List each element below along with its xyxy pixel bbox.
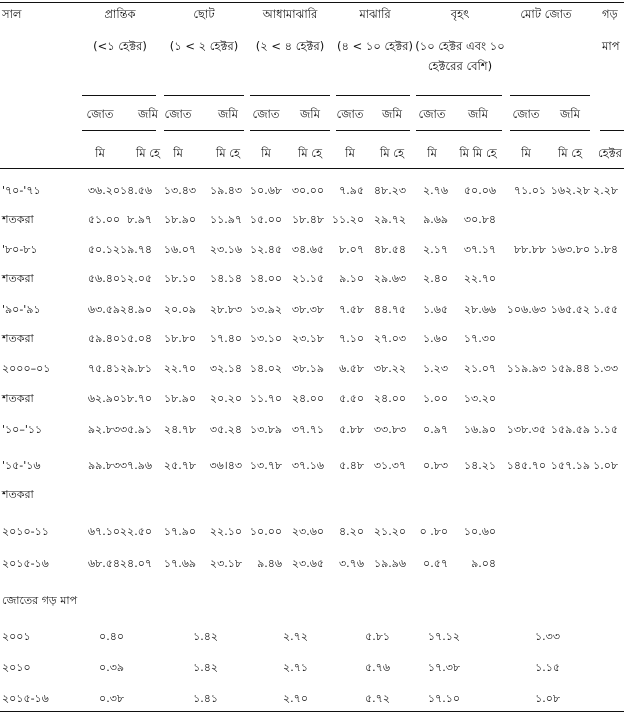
- avg-cell: ০.৩৯: [99, 661, 124, 674]
- table-cell: ৫০.০৬: [463, 184, 496, 197]
- table-cell: ৫.৪৮: [339, 459, 364, 472]
- row-label: শতকরা: [2, 392, 34, 405]
- table-bottom-rule: [0, 711, 624, 712]
- table-cell: ৭.৯৫: [339, 184, 364, 197]
- table-cell: ৩৩.৮৩: [373, 423, 406, 436]
- table-cell: ১.০০: [423, 392, 448, 405]
- table-cell: ৬২.৯০: [87, 392, 120, 405]
- unit-land: মি হে: [215, 146, 241, 160]
- table-cell: ১৬.০৭: [163, 243, 196, 256]
- table-cell: ১০৬.৬৩: [506, 303, 546, 316]
- avg-cell: ৫.৭৬: [365, 661, 390, 674]
- table-cell: ৬.৫৮: [339, 362, 364, 375]
- subhead-rule: [510, 130, 590, 131]
- table-cell: ২৯.৬৩: [373, 272, 406, 285]
- table-cell: ১০.০০: [249, 525, 282, 538]
- table-cell: ৩৮.৩৮: [291, 303, 324, 316]
- table-cell: ১৮.৯০: [163, 213, 196, 226]
- table-cell: ৩৮.২২: [373, 362, 406, 375]
- subhead-holding: জোত: [418, 107, 446, 121]
- table-cell: ১৪.০২: [249, 362, 282, 375]
- subhead-holding: জোত: [336, 107, 364, 121]
- table-cell: ২১.২০: [373, 525, 406, 538]
- unit-hectare: হেক্টর: [598, 146, 622, 160]
- table-cell: ২৭.০৩: [373, 332, 406, 345]
- table-cell: ৫১.০০: [87, 213, 120, 226]
- unit-land: মি হে: [557, 146, 583, 160]
- table-cell: ৩৫.২৪: [209, 423, 242, 436]
- table-cell: ১৬২.২৮: [550, 184, 590, 197]
- table-cell: ১.১৫: [593, 423, 618, 436]
- subhead-land: জমি: [300, 107, 320, 121]
- table-cell: ১.৫৫: [593, 303, 618, 316]
- table-cell: ১৮.৪৮: [291, 213, 324, 226]
- table-cell: ৩৭.১৬: [291, 459, 324, 472]
- table-cell: ৭.১০: [339, 332, 364, 345]
- avg-cell: ১৭.১০: [427, 692, 460, 705]
- subhead-land: জমি: [382, 107, 402, 121]
- table-cell: ২২.৭০: [463, 272, 496, 285]
- table-cell: ২৩.৬৫: [291, 557, 324, 570]
- table-cell: ১.৬০: [423, 332, 448, 345]
- table-cell: ১৩.১০: [249, 332, 282, 345]
- table-cell: ১৪.০০: [249, 272, 282, 285]
- table-cell: ২৫.৭৮: [163, 459, 196, 472]
- table-cell: ১৭.৬৯: [163, 557, 196, 570]
- subhead-land: জমি: [468, 107, 488, 121]
- avg-cell: ২.৭২: [283, 630, 308, 643]
- table-cell: ২.৪০: [423, 272, 448, 285]
- group-rule: [250, 95, 330, 96]
- table-cell: ৭৫.৪১: [87, 362, 120, 375]
- avg-row-year: ২০০১: [2, 630, 31, 643]
- group-rule: [510, 95, 590, 96]
- table-cell: ১৫৯.৫৯: [550, 423, 590, 436]
- unit-land: মি হে: [135, 146, 161, 160]
- table-cell: ৬৮.৫৪: [87, 557, 120, 570]
- table-cell: ২৩.১৬: [209, 243, 242, 256]
- header-avg: গড়: [602, 7, 618, 21]
- table-cell: ১৫৭.১৯: [550, 459, 590, 472]
- table-cell: ৯৯.৮৩: [87, 459, 120, 472]
- table-cell: ৭১.০১: [513, 184, 546, 197]
- group-rule: [336, 95, 410, 96]
- table-cell: ১২.৪৫: [249, 243, 282, 256]
- table-cell: ২২.১০: [209, 525, 242, 538]
- table-cell: ১৫.০০: [249, 213, 282, 226]
- table-cell: ১১.৭০: [249, 392, 282, 405]
- group-rule: [82, 95, 156, 96]
- table-cell: ১৮.৯০: [163, 392, 196, 405]
- table-cell: ২৩.১৮: [209, 557, 242, 570]
- table-cell: ৩.৭৬: [339, 557, 364, 570]
- avg-cell: ১.৪২: [193, 661, 218, 674]
- group-rule: [416, 95, 502, 96]
- unit-holding: মি: [427, 146, 437, 160]
- table-cell: ৩৬।৪৩: [209, 459, 242, 472]
- table-cell: ৮.৯৭: [127, 213, 152, 226]
- table-cell: ১৫.০৪: [119, 332, 152, 345]
- header-group-semi-medium: আধামাঝারি: [262, 7, 318, 21]
- unit-land: মি হে: [379, 146, 405, 160]
- table-cell: ৩৭.৭১: [291, 423, 324, 436]
- avg-cell: ২.৭১: [283, 661, 308, 674]
- table-cell: ২২.৭০: [163, 362, 196, 375]
- table-cell: ৩৬.২০: [87, 184, 120, 197]
- table-cell: ৯.১০: [339, 272, 364, 285]
- avg-cell: ১.৪১: [193, 692, 218, 705]
- row-label: ২০১০-১১: [2, 525, 49, 538]
- group-rule: [164, 95, 244, 96]
- subhead-rule: [82, 130, 156, 131]
- unit-holding: মি: [261, 146, 271, 160]
- header-year: সাল: [2, 7, 22, 21]
- unit-holding: মি: [173, 146, 183, 160]
- table-cell: ২৪.৭৮: [163, 423, 196, 436]
- header-group-small: ছোট: [193, 7, 215, 21]
- table-cell: ১৪.১৪: [209, 272, 242, 285]
- row-label: ২০১৫-১৬: [2, 557, 49, 570]
- avg-cell: ১.৩৩: [535, 630, 560, 643]
- table-cell: ১.০৮: [593, 459, 618, 472]
- row-label: শতকরা: [2, 488, 34, 501]
- avg-cell: ১.১৫: [535, 661, 560, 674]
- table-cell: ৯.০৪: [471, 557, 496, 570]
- table-cell: ১১৯.৯৩: [506, 362, 546, 375]
- table-cell: ৪৮.৫৪: [373, 243, 406, 256]
- table-cell: ২৪.০৭: [119, 557, 152, 570]
- table-cell: ৩৪.৬৫: [291, 243, 324, 256]
- table-cell: ৮.০৭: [339, 243, 364, 256]
- row-label: ২০০০–০১: [2, 362, 51, 375]
- table-cell: ১৬.৯০: [463, 423, 496, 436]
- table-cell: ১৩.৭৮: [249, 459, 282, 472]
- table-cell: ১১.৯৭: [209, 213, 242, 226]
- table-cell: ১৩৮.৩৫: [506, 423, 546, 436]
- table-cell: ৭.৫৮: [339, 303, 364, 316]
- table-cell: ১৮.৮০: [163, 332, 196, 345]
- table-cell: ১৯.৯৬: [373, 557, 406, 570]
- row-label: '১০–'১১: [2, 423, 43, 436]
- table-cell: ২৮.৬৬: [463, 303, 496, 316]
- avg-cell: ০.৩৮: [99, 692, 124, 705]
- header-group-marginal: প্রান্তিক: [104, 7, 136, 21]
- unit-rule: [0, 168, 624, 169]
- table-cell: ১.৬৫: [423, 303, 448, 316]
- table-cell: ১৪.২১: [463, 459, 496, 472]
- table-cell: ১৯.৭৪: [119, 243, 152, 256]
- subhead-holding: জোত: [512, 107, 540, 121]
- table-cell: ৩৭.১৭: [463, 243, 496, 256]
- avg-cell: ১৭.৩৮: [427, 661, 460, 674]
- table-cell: ১৯.৪৩: [209, 184, 242, 197]
- subhead-rule: [250, 130, 330, 131]
- header-group-large-range: (১০ হেক্টর এবং ১০: [415, 39, 505, 53]
- unit-land: মি হে: [297, 146, 323, 160]
- table-cell: ৯.৬৯: [423, 213, 448, 226]
- header-group-large-range-cont: হেক্টরের বেশি): [427, 59, 493, 73]
- table-cell: ১৮.১০: [163, 272, 196, 285]
- header-group-total: মোট জোত: [520, 7, 572, 21]
- avg-row-year: ২০১৫-১৬: [2, 692, 49, 705]
- avg-cell: ৫.৮১: [365, 630, 390, 643]
- header-group-medium-range: (৪ < ১০ হেক্টর): [337, 39, 413, 53]
- subhead-rule: [336, 130, 410, 131]
- table-cell: ৫.৮৮: [339, 423, 364, 436]
- row-label: '৮০-৮১: [2, 243, 38, 256]
- table-cell: ৬৭.১০: [87, 525, 120, 538]
- table-cell: ০.৯৭: [423, 423, 448, 436]
- table-cell: ২০.২০: [209, 392, 242, 405]
- table-cell: ৩২.১৪: [209, 362, 242, 375]
- table-cell: ৩৭.৯৬: [119, 459, 152, 472]
- table-cell: ২১.০৭: [463, 362, 496, 375]
- table-cell: ১২.০৫: [119, 272, 152, 285]
- unit-holding: মি: [345, 146, 355, 160]
- table-cell: ১.২৩: [423, 362, 448, 375]
- table-cell: ১০.৬৮: [249, 184, 282, 197]
- subhead-holding: জোত: [164, 107, 192, 121]
- unit-land: মি মি হে: [459, 146, 497, 160]
- row-label: শতকরা: [2, 272, 34, 285]
- table-cell: ৫০.১২: [87, 243, 120, 256]
- header-group-semi-medium-range: (২ < ৪ হেক্টর): [255, 39, 325, 53]
- table-cell: ২৩.১৮: [291, 332, 324, 345]
- header-avg-line2: মাপ: [602, 39, 620, 53]
- row-label: '৭০-'৭১: [2, 184, 41, 197]
- row-label: '১৫-'১৬: [2, 459, 41, 472]
- avg-cell: ২.৭০: [283, 692, 308, 705]
- subhead-holding: জোত: [252, 107, 280, 121]
- subhead-land: জমি: [138, 107, 158, 121]
- table-cell: ২৯.৭২: [373, 213, 406, 226]
- table-cell: ৮৮.৮৮: [513, 243, 546, 256]
- table-cell: ২৩.৬০: [291, 525, 324, 538]
- table-cell: ৫৬.৪০: [87, 272, 120, 285]
- avg-section-label: জোতের গড় মাপ: [2, 594, 78, 607]
- avg-cell: ১.৪২: [193, 630, 218, 643]
- table-cell: ১৭.৪০: [209, 332, 242, 345]
- table-cell: ২০.০৯: [163, 303, 196, 316]
- table-cell: ৬৩.৫৯: [87, 303, 120, 316]
- avg-cell: ১৭.১২: [427, 630, 460, 643]
- table-cell: ১০.৬০: [463, 525, 496, 538]
- table-cell: ৪.২০: [339, 525, 364, 538]
- table-cell: ৯.৪৬: [257, 557, 282, 570]
- table-cell: ১৩.৮৯: [249, 423, 282, 436]
- table-cell: ১৩.৯২: [249, 303, 282, 316]
- header-group-large: বৃহৎ: [450, 7, 470, 21]
- table-cell: ৯২.৮৩: [87, 423, 120, 436]
- row-label: শতকরা: [2, 213, 34, 226]
- table-cell: ২৯.৮১: [119, 362, 152, 375]
- table-cell: ১৪৫.৭০: [506, 459, 546, 472]
- table-cell: ২.২৮: [593, 184, 618, 197]
- table-cell: ২৮.৮৩: [209, 303, 242, 316]
- row-label: শতকরা: [2, 332, 34, 345]
- table-cell: ১৫৯.৪৪: [550, 362, 590, 375]
- table-cell: ২.৭৬: [423, 184, 448, 197]
- table-cell: ২৪.৯০: [119, 303, 152, 316]
- table-cell: ৪৪.৭৫: [373, 303, 406, 316]
- table-cell: ১৩.৪৩: [163, 184, 196, 197]
- table-cell: ২৪.০০: [291, 392, 324, 405]
- subhead-rule: [416, 130, 502, 131]
- table-cell: ৩৮.১৯: [291, 362, 324, 375]
- table-cell: ১.৮৪: [593, 243, 618, 256]
- avg-cell: ৫.৭২: [365, 692, 390, 705]
- table-cell: ২৪.০০: [373, 392, 406, 405]
- table-cell: ১৬৩.৮০: [550, 243, 590, 256]
- table-cell: ৩০.০০: [291, 184, 324, 197]
- table-cell: ৫৯.৪০: [87, 332, 120, 345]
- table-cell: ০ .৮০: [419, 525, 448, 538]
- table-top-rule: [0, 2, 624, 3]
- table-cell: ৪৮.২৩: [373, 184, 406, 197]
- table-cell: ১৩.২০: [463, 392, 496, 405]
- unit-holding: মি: [521, 146, 531, 160]
- subhead-land: জমি: [560, 107, 580, 121]
- row-label: '৯০-'৯১: [2, 303, 41, 316]
- table-cell: ১৬৫.৫২: [550, 303, 590, 316]
- table-cell: ১৪.৫৬: [119, 184, 152, 197]
- table-cell: ৫.৫০: [339, 392, 364, 405]
- header-group-medium: মাঝারি: [359, 7, 391, 21]
- table-cell: ১৭.৯০: [163, 525, 196, 538]
- table-cell: ২১.১৫: [291, 272, 324, 285]
- table-cell: ১৭.৩০: [463, 332, 496, 345]
- subhead-rule: [600, 130, 624, 131]
- unit-holding: মি: [95, 146, 105, 160]
- avg-cell: ০.৪০: [99, 630, 124, 643]
- table-cell: ১.৩৩: [593, 362, 618, 375]
- table-cell: ১১.২০: [331, 213, 364, 226]
- avg-cell: ১.০৮: [535, 692, 560, 705]
- table-cell: ০.৮৩: [423, 459, 448, 472]
- header-group-marginal-range: (<১ হেক্টর): [93, 39, 147, 53]
- table-cell: ৩১.৩৭: [373, 459, 406, 472]
- header-group-small-range: (১ < ২ হেক্টর): [169, 39, 239, 53]
- table-cell: ৩০.৮৪: [463, 213, 496, 226]
- table-cell: ০.৫৭: [423, 557, 448, 570]
- table-cell: ২.১৭: [423, 243, 448, 256]
- table-cell: ১৮.৭০: [119, 392, 152, 405]
- table-cell: ২২.৫০: [119, 525, 152, 538]
- table-cell: ৩৫.৯১: [119, 423, 152, 436]
- subhead-land: জমি: [218, 107, 238, 121]
- subhead-holding: জোত: [86, 107, 114, 121]
- subhead-rule: [164, 130, 244, 131]
- avg-row-year: ২০১০: [2, 661, 31, 674]
